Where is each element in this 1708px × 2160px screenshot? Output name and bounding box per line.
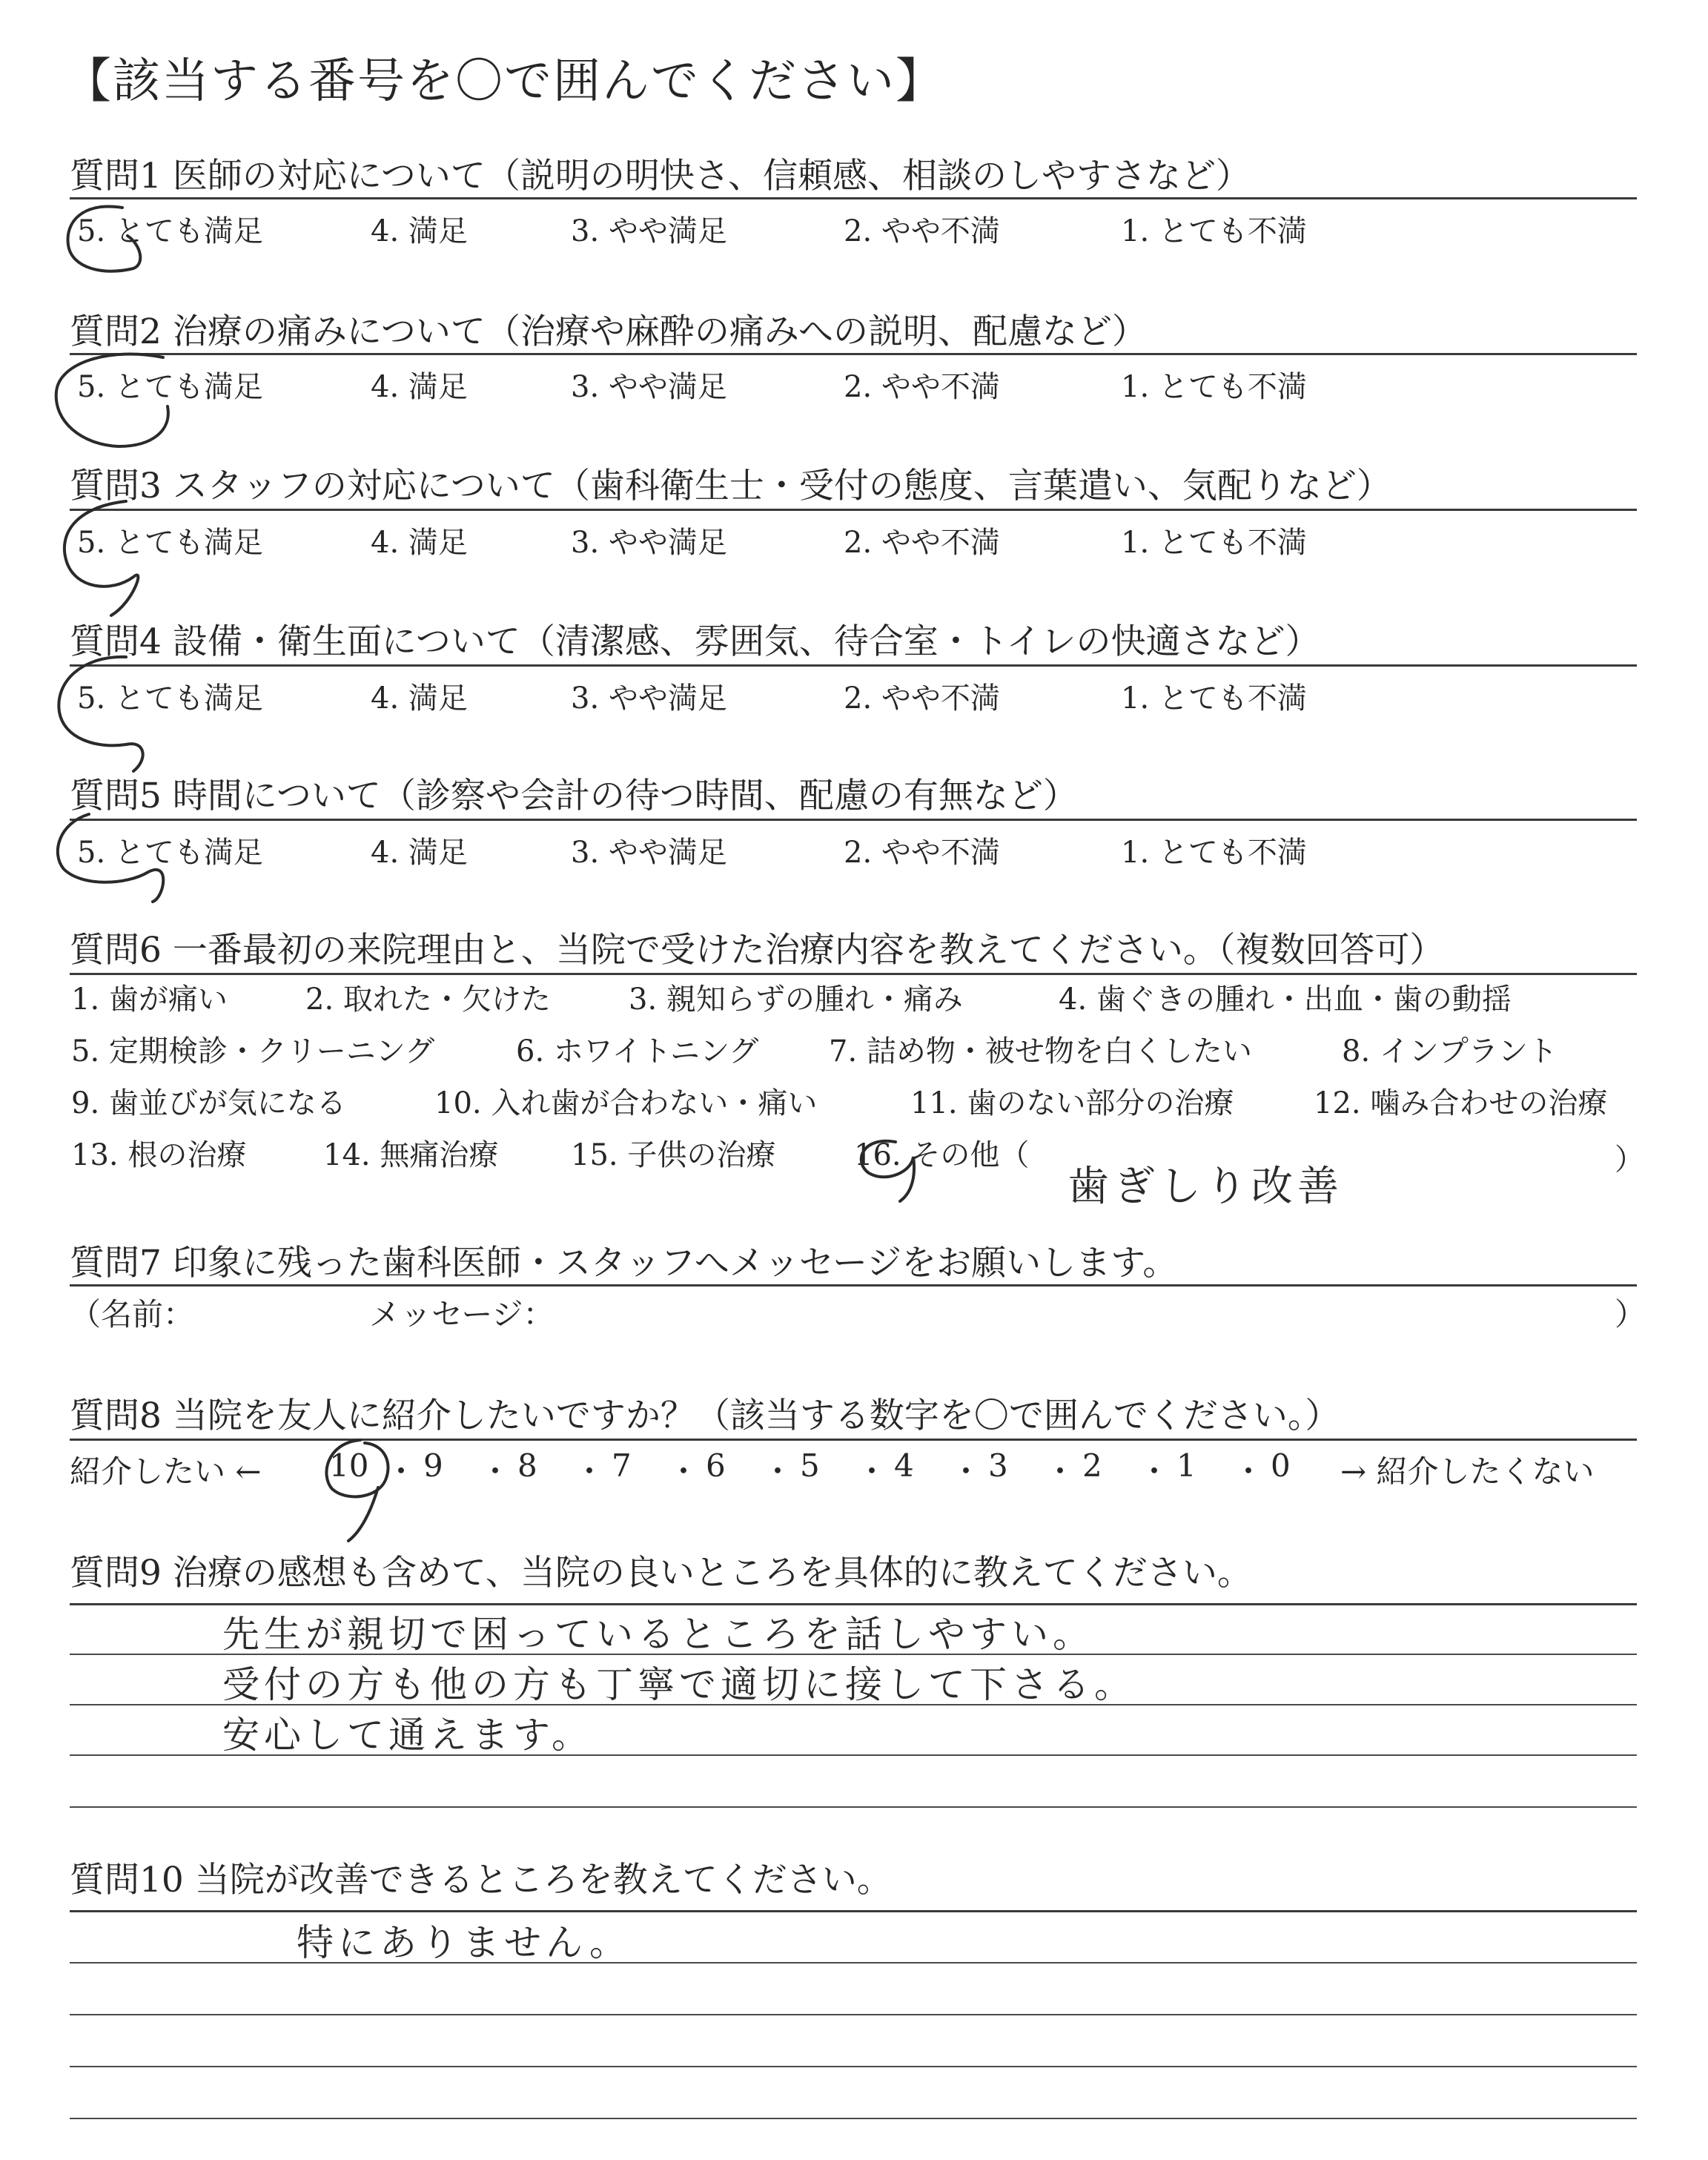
question-5-title: 質問5 時間について（診察や会計の待つ時間、配慮の有無など）: [70, 776, 1078, 816]
question-6-option-7[interactable]: 7. 詰め物・被せ物を白くしたい: [829, 1034, 1252, 1069]
question-9-answer-line-2: 受付の方も他の方も丁寧で適切に接して下さる。: [222, 1663, 1136, 1706]
question-6-option-8[interactable]: 8. インプラント: [1342, 1034, 1558, 1069]
question-8-left-label: 紹介したい ←: [70, 1453, 262, 1490]
question-9-answer-line-1: 先生が親切で困っているところを話しやすい。: [222, 1613, 1094, 1656]
question-6-option-10[interactable]: 10. 入れ歯が合わない・痛い: [434, 1086, 818, 1120]
question-4-option-2[interactable]: 2. やや不満: [844, 681, 1000, 716]
question-5-option-2[interactable]: 2. やや不満: [844, 836, 1000, 870]
question-4-option-4[interactable]: 4. 満足: [371, 681, 468, 716]
question-5-option-5[interactable]: 5. とても満足: [77, 836, 263, 870]
question-3-option-3[interactable]: 3. やや満足: [571, 526, 727, 560]
question-6-option-12[interactable]: 12. 噛み合わせの治療: [1314, 1086, 1608, 1120]
question-1-option-3[interactable]: 3. やや満足: [571, 214, 727, 248]
question-9-answer-line-3: 安心して通えます。: [222, 1714, 593, 1757]
question-10-rule-5: [70, 2118, 1637, 2119]
question-4-title: 質問4 設備・衛生面について（清潔感、雰囲気、待合室・トイレの快適さなど）: [70, 621, 1320, 662]
question-6-option-16[interactable]: 16. その他（: [854, 1138, 1030, 1172]
question-1-rule: [70, 197, 1637, 199]
question-3-rule: [70, 509, 1637, 511]
question-3-option-5[interactable]: 5. とても満足: [77, 526, 263, 560]
question-8-score-2[interactable]: 2: [1082, 1447, 1102, 1484]
question-4-option-1[interactable]: 1. とても不満: [1121, 681, 1307, 716]
question-8-separator: ・: [480, 1453, 512, 1490]
question-1-option-2[interactable]: 2. やや不満: [844, 214, 1000, 248]
question-8-score-5[interactable]: 5: [800, 1447, 820, 1484]
question-10-title: 質問10 当院が改善できるところを教えてください。: [70, 1860, 892, 1900]
question-8-score-3[interactable]: 3: [988, 1447, 1008, 1484]
question-6-option-1[interactable]: 1. 歯が痛い: [71, 982, 228, 1017]
question-2-option-1[interactable]: 1. とても不満: [1121, 370, 1307, 404]
question-8-separator: ・: [950, 1453, 982, 1490]
question-10-rule-1: [70, 1910, 1637, 1912]
question-7-message-label: メッセージ：: [369, 1296, 555, 1332]
question-7-title: 質問7 印象に残った歯科医師・スタッフへメッセージをお願いします。: [70, 1243, 1178, 1284]
question-3-title: 質問3 スタッフの対応について（歯科衛生士・受付の態度、言葉遣い、気配りなど）: [70, 466, 1391, 506]
question-1-option-1[interactable]: 1. とても不満: [1121, 214, 1307, 248]
question-2-rule: [70, 353, 1637, 355]
question-4-rule: [70, 664, 1637, 667]
question-3-option-4[interactable]: 4. 満足: [371, 526, 468, 560]
question-6-rule: [70, 973, 1637, 975]
question-8-separator: ・: [762, 1453, 794, 1490]
question-8-separator: ・: [1233, 1453, 1265, 1490]
question-6-other-close: ）: [1615, 1143, 1644, 1177]
question-2-option-5[interactable]: 5. とても満足: [77, 370, 263, 404]
question-3-option-1[interactable]: 1. とても不満: [1121, 526, 1307, 560]
question-7-name-label: （名前：: [70, 1296, 195, 1332]
question-5-rule: [70, 819, 1637, 821]
page-title: 【該当する番号を〇で囲んでください】: [64, 54, 944, 109]
question-4-option-5[interactable]: 5. とても満足: [77, 681, 263, 716]
question-6-title: 質問6 一番最初の来院理由と、当院で受けた治療内容を教えてください。（複数回答可）: [70, 930, 1445, 971]
question-8-score-7[interactable]: 7: [612, 1447, 632, 1484]
question-5-option-1[interactable]: 1. とても不満: [1121, 836, 1307, 870]
question-8-score-10[interactable]: 10: [329, 1447, 369, 1484]
question-8-separator: ・: [574, 1453, 606, 1490]
question-5-option-4[interactable]: 4. 満足: [371, 836, 468, 870]
question-6-option-3[interactable]: 3. 親知らずの腫れ・痛み: [629, 982, 963, 1017]
question-8-separator: ・: [856, 1453, 888, 1490]
question-8-rule: [70, 1439, 1637, 1441]
question-1-option-5[interactable]: 5. とても満足: [77, 214, 263, 248]
question-4-option-3[interactable]: 3. やや満足: [571, 681, 727, 716]
question-5-option-3[interactable]: 3. やや満足: [571, 836, 727, 870]
question-6-option-15[interactable]: 15. 子供の治療: [571, 1138, 776, 1172]
question-1-title: 質問1 医師の対応について（説明の明快さ、信頼感、相談のしやすさなど）: [70, 156, 1251, 196]
question-7-rule: [70, 1284, 1637, 1287]
question-8-score-6[interactable]: 6: [706, 1447, 726, 1484]
question-8-right-label: → 紹介したくない: [1340, 1453, 1595, 1490]
question-6-option-13[interactable]: 13. 根の治療: [71, 1138, 247, 1172]
question-8-score-0[interactable]: 0: [1271, 1447, 1291, 1484]
question-6-other-answer: 歯ぎしり改善: [1068, 1163, 1343, 1211]
question-8-separator: ・: [1139, 1453, 1171, 1490]
question-3-option-2[interactable]: 2. やや不満: [844, 526, 1000, 560]
question-8-title: 質問8 当院を友人に紹介したいですか？（該当する数字を〇で囲んでください。）: [70, 1396, 1340, 1436]
question-6-option-14[interactable]: 14. 無痛治療: [323, 1138, 499, 1172]
question-8-score-8[interactable]: 8: [517, 1447, 537, 1484]
question-8-separator: ・: [668, 1453, 700, 1490]
question-8-separator: ・: [1045, 1453, 1076, 1490]
question-9-title: 質問9 治療の感想も含めて、当院の良いところを具体的に教えてください。: [70, 1553, 1252, 1593]
question-6-option-2[interactable]: 2. 取れた・欠けた: [305, 982, 551, 1017]
question-6-option-4[interactable]: 4. 歯ぐきの腫れ・出血・歯の動揺: [1059, 982, 1512, 1017]
question-6-option-5[interactable]: 5. 定期検診・クリーニング: [71, 1034, 435, 1069]
question-6-option-11[interactable]: 11. 歯のない部分の治療: [910, 1086, 1234, 1120]
question-1-option-4[interactable]: 4. 満足: [371, 214, 468, 248]
question-7-close: ）: [1615, 1296, 1646, 1332]
question-8-score-1[interactable]: 1: [1176, 1447, 1196, 1484]
question-2-option-2[interactable]: 2. やや不満: [844, 370, 1000, 404]
question-2-option-4[interactable]: 4. 満足: [371, 370, 468, 404]
question-8-score-4[interactable]: 4: [894, 1447, 914, 1484]
question-8-separator: ・: [385, 1453, 417, 1490]
question-2-option-3[interactable]: 3. やや満足: [571, 370, 727, 404]
question-9-rule-5: [70, 1806, 1637, 1808]
question-6-option-6[interactable]: 6. ホワイトニング: [516, 1034, 759, 1069]
question-6-option-9[interactable]: 9. 歯並びが気になる: [71, 1086, 346, 1120]
question-10-rule-3: [70, 2014, 1637, 2015]
question-8-score-9[interactable]: 9: [423, 1447, 443, 1484]
question-10-rule-4: [70, 2066, 1637, 2067]
question-2-title: 質問2 治療の痛みについて（治療や麻酔の痛みへの説明、配慮など）: [70, 311, 1147, 352]
question-10-answer-line-1: 特にありません。: [297, 1921, 631, 1964]
